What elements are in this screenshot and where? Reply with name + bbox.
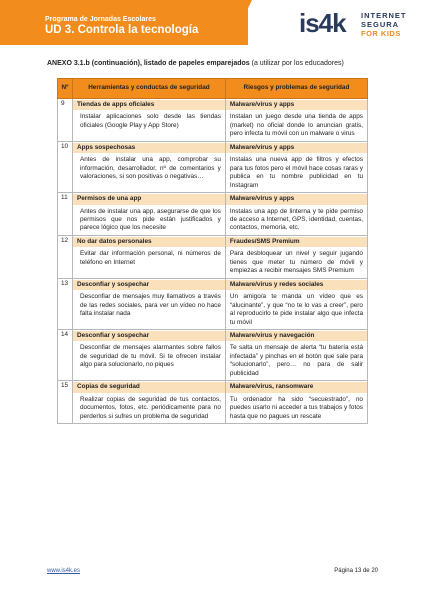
risk-title: Malware/virus y apps (226, 100, 367, 110)
logo-segura: SEGURA (361, 20, 400, 29)
tool-description: Antes de instalar una app, asegurarse de que los permisos que nos pide están justificados y parece lógico que los necesite (79, 207, 221, 232)
annex-title (47, 60, 344, 67)
risk-title: Fraudes/SMS Premium (226, 237, 367, 247)
risk-cell (225, 141, 367, 192)
risk-cell (225, 99, 367, 142)
tool-title: Apps sospechosas (73, 143, 225, 153)
table-row (58, 235, 368, 278)
tool-cell (72, 235, 225, 278)
table-row (58, 193, 368, 236)
tool-title: No dar datos personales (73, 237, 225, 247)
tool-cell (72, 381, 225, 424)
tool-cell (72, 193, 225, 236)
risk-cell (225, 329, 367, 380)
risk-description: Para desbloquear un nivel y seguir jugando tienes que meter tu número de móvil y empiezas a recibir mensajes SMS Premium (229, 250, 363, 275)
risk-cell (225, 235, 367, 278)
tool-title: Tiendas de apps oficiales (73, 100, 225, 110)
unit-title: UD 3. Controla la tecnología (45, 24, 199, 36)
row-number: 10 (58, 141, 73, 192)
tool-description: Antes de instalar una app, comprobar su información, desarrollador, nº de comentarios y valoraciones, si son positivas o negativas… (79, 156, 221, 181)
tool-description: Instalar aplicaciones solo desde las tiendas oficiales (Google Play y App Store) (79, 113, 221, 129)
is4k-logo (299, 6, 417, 42)
risk-title: Malware/virus y apps (226, 143, 367, 153)
header-wedge (230, 0, 252, 45)
risk-description: Instalas una app de linterna y te pide permiso de acceso a Internet, GPS, identidad, cuentas, contactos, memoria, etc. (229, 207, 363, 232)
page-number: Página 13 de 20 (334, 568, 378, 574)
tool-description: Evitar dar información personal, ni números de teléfono en Internet (79, 250, 221, 266)
tool-cell (72, 278, 225, 329)
annex-title-normal: (a utilizar por los educadores) (249, 60, 344, 67)
risk-description: Tu ordenador ha sido “secuestrado”, no puedes usarlo ni acceder a tus trabajos y fotos hasta que no pagues un rescate (229, 395, 363, 420)
row-number: 12 (58, 235, 73, 278)
table-row (58, 141, 368, 192)
tool-title: Permisos de una app (73, 194, 225, 204)
table-row (58, 381, 368, 424)
table-row (58, 99, 368, 142)
risk-description: Te salta un mensaje de alerta “tu batería está infectada” y pinchas en el botón que sale para “solucionarlo”, pero… no para de salir publicidad (229, 344, 363, 377)
annex-title-bold: ANEXO 3.1.b (continuación), listado de papeles emparejados (47, 60, 250, 67)
risk-description: Instalas una nueva app de filtros y efectos para tus fotos pero el móvil hace cosas raras y publica en tu nombre publicidad en tu Instagram (229, 156, 363, 189)
row-number: 13 (58, 278, 73, 329)
tool-title: Copias de seguridad (73, 382, 225, 392)
table-row (58, 329, 368, 380)
risk-cell (225, 193, 367, 236)
tool-description: Realizar copias de seguridad de tus contactos, documentos, fotos, etc. periódicamente para no perderlos si sufres un problema de seguridad (79, 395, 221, 420)
risk-title: Malware/virus y navegación (226, 331, 367, 341)
logo-forkids: FOR KIDS (361, 29, 401, 38)
row-number: 9 (58, 99, 73, 142)
program-title: Programa de Jornadas Escolares (45, 16, 156, 23)
risk-description: Un amigo/a te manda un vídeo que es “alucinante”, y que “no te lo vas a creer”, pero al reproducirlo te pide instalar algo que infecta tu móvil (229, 293, 363, 326)
col-header-tools: Herramientas y conductas de seguridad (72, 79, 225, 99)
col-header-risks: Riesgos y problemas de seguridad (225, 79, 367, 99)
risk-description: Instalan un juego desde una tienda de apps (market) no oficial donde lo anuncian gratis, pero infecta tu móvil con un malware o virus (229, 113, 363, 138)
tool-cell (72, 141, 225, 192)
tool-title: Desconfiar y sospechar (73, 331, 225, 341)
tool-cell (72, 99, 225, 142)
row-number: 11 (58, 193, 73, 236)
table-row (58, 278, 368, 329)
col-header-num: Nº (58, 79, 73, 99)
table-header-row (58, 79, 368, 99)
risk-cell (225, 278, 367, 329)
tool-title: Desconfiar y sospechar (73, 280, 225, 290)
tool-cell (72, 329, 225, 380)
footer-website-link[interactable]: www.is4k.es (47, 568, 81, 574)
risk-title: Malware/virus y redes sociales (226, 280, 367, 290)
tool-description: Desconfiar de mensajes muy llamativos a través de las redes sociales, para ver un vídeo no hace falta instalar nada (79, 293, 221, 318)
row-number: 14 (58, 329, 73, 380)
risk-title: Malware/virus y apps (226, 194, 367, 204)
risk-cell (225, 381, 367, 424)
logo-internet: INTERNET (361, 11, 407, 20)
page-header (0, 0, 424, 47)
tool-description: Desconfiar de mensajes alarmantes sobre fallos de seguridad de tu móvil. Si te ofrecen instalar algo para solucionarlo, no piques (79, 344, 221, 369)
row-number: 15 (58, 381, 73, 424)
risk-title: Malware/virus, ransomware (226, 382, 367, 392)
roles-table (57, 78, 368, 424)
logo-main-text: is4k (299, 8, 346, 38)
